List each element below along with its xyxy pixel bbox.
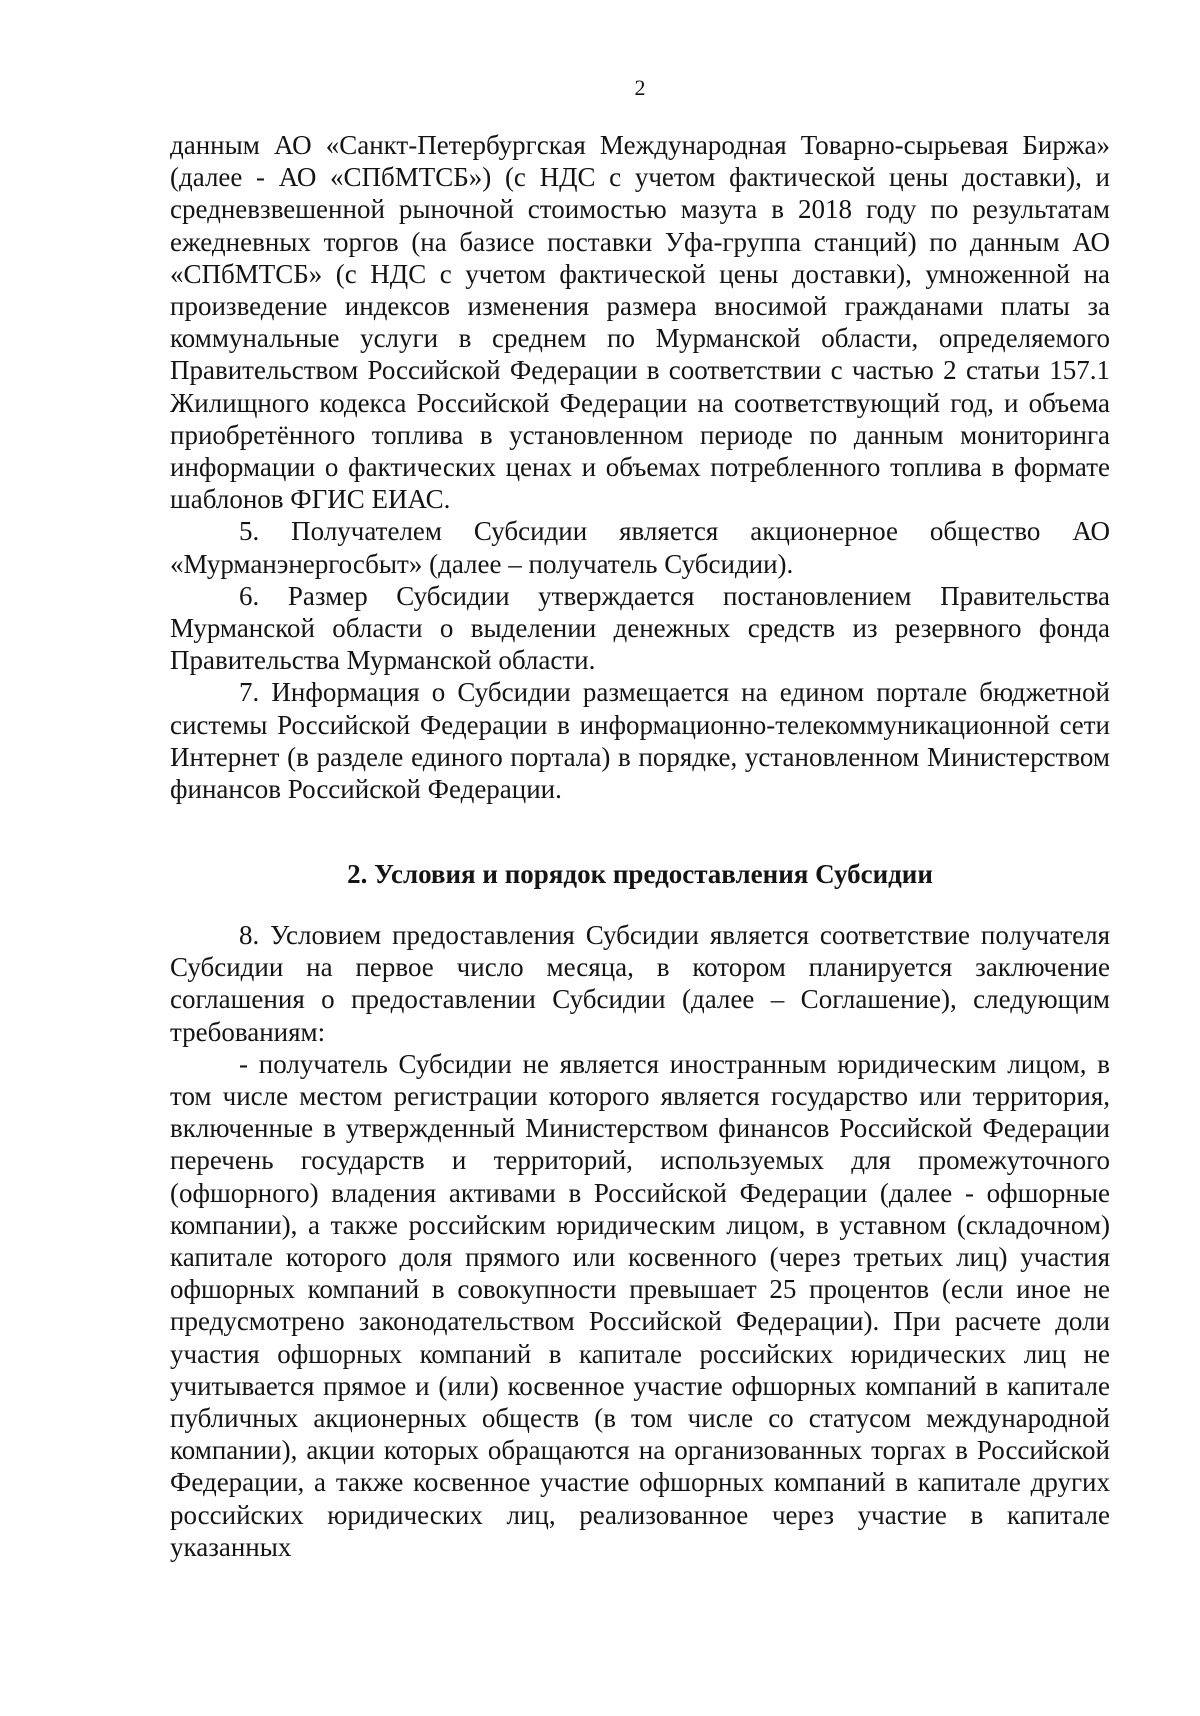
- section-2-heading: 2. Условия и порядок предоставления Субсидии: [347, 859, 933, 889]
- paragraph-item-7: 7. Информация о Субсидии размещается на едином портале бюджетной системы Российской Федерации в информационно-телекоммуникационной сети Интернет (в разделе единого портала) в порядке, установленном Министерством финансов Российской Федерации.: [170, 677, 1110, 805]
- section-1-body: [170, 129, 1110, 805]
- section-2-body: [170, 919, 1110, 1563]
- paragraph-requirement-1: - получатель Субсидии не является иностранным юридическим лицом, в том числе местом регистрации которого является государство или территория, включенные в утвержденный Министерством финансов Российской Федерации перечень государств и территорий, используемых для промежуточного (офшорного) владения активами в Российской Федерации (далее - офшорные компании), а также российским юридическим лицом, в уставном (складочном) капитале которого доля прямого или косвенного (через третьих лиц) участия офшорных компаний в совокупности превышает 25 процентов (если иное не предусмотрено законодательством Российской Федерации). При расчете доли участия офшорных компаний в капитале российских юридических лиц не учитывается прямое и (или) косвенное участие офшорных компаний в капитале публичных акционерных обществ (в том числе со статусом международной компании), акции которых обращаются на организованных торгах в Российской Федерации, а также косвенное участие офшорных компаний в капитале других российских юридических лиц, реализованное через участие в капитале указанных: [170, 1048, 1110, 1562]
- paragraph-continuation: данным АО «Санкт-Петербургская Международная Товарно-сырьевая Биржа» (далее - АО «СПбМТСБ») (с НДС с учетом фактической цены доставки), и средневзвешенной рыночной стоимостью мазута в 2018 году по результатам ежедневных торгов (на базисе поставки Уфа-группа станций) по данным АО «СПбМТСБ» (с НДС с учетом фактической цены доставки), умноженной на произведение индексов изменения размера вносимой гражданами платы за коммунальные услуги в среднем по Мурманской области, определяемого Правительством Российской Федерации в соответствии с частью 2 статьи 157.1 Жилищного кодекса Российской Федерации на соответствующий год, и объема приобретённого топлива в установленном периоде по данным мониторинга информации о фактических ценах и объемах потребленного топлива в формате шаблонов ФГИС ЕИАС.: [170, 130, 1110, 515]
- page-number: 2: [634, 75, 646, 100]
- paragraph-item-5: 5. Получателем Субсидии является акционерное общество АО «Мурманэнергосбыт» (далее – получатель Субсидии).: [170, 516, 1110, 579]
- paragraph-item-6: 6. Размер Субсидии утверждается постановлением Правительства Мурманской области о выделении денежных средств из резервного фонда Правительства Мурманской области.: [170, 580, 1110, 676]
- paragraph-item-8: 8. Условием предоставления Субсидии является соответствие получателя Субсидии на первое число месяца, в котором планируется заключение соглашения о предоставлении Субсидии (далее – Соглашение), следующим требованиям:: [170, 920, 1110, 1047]
